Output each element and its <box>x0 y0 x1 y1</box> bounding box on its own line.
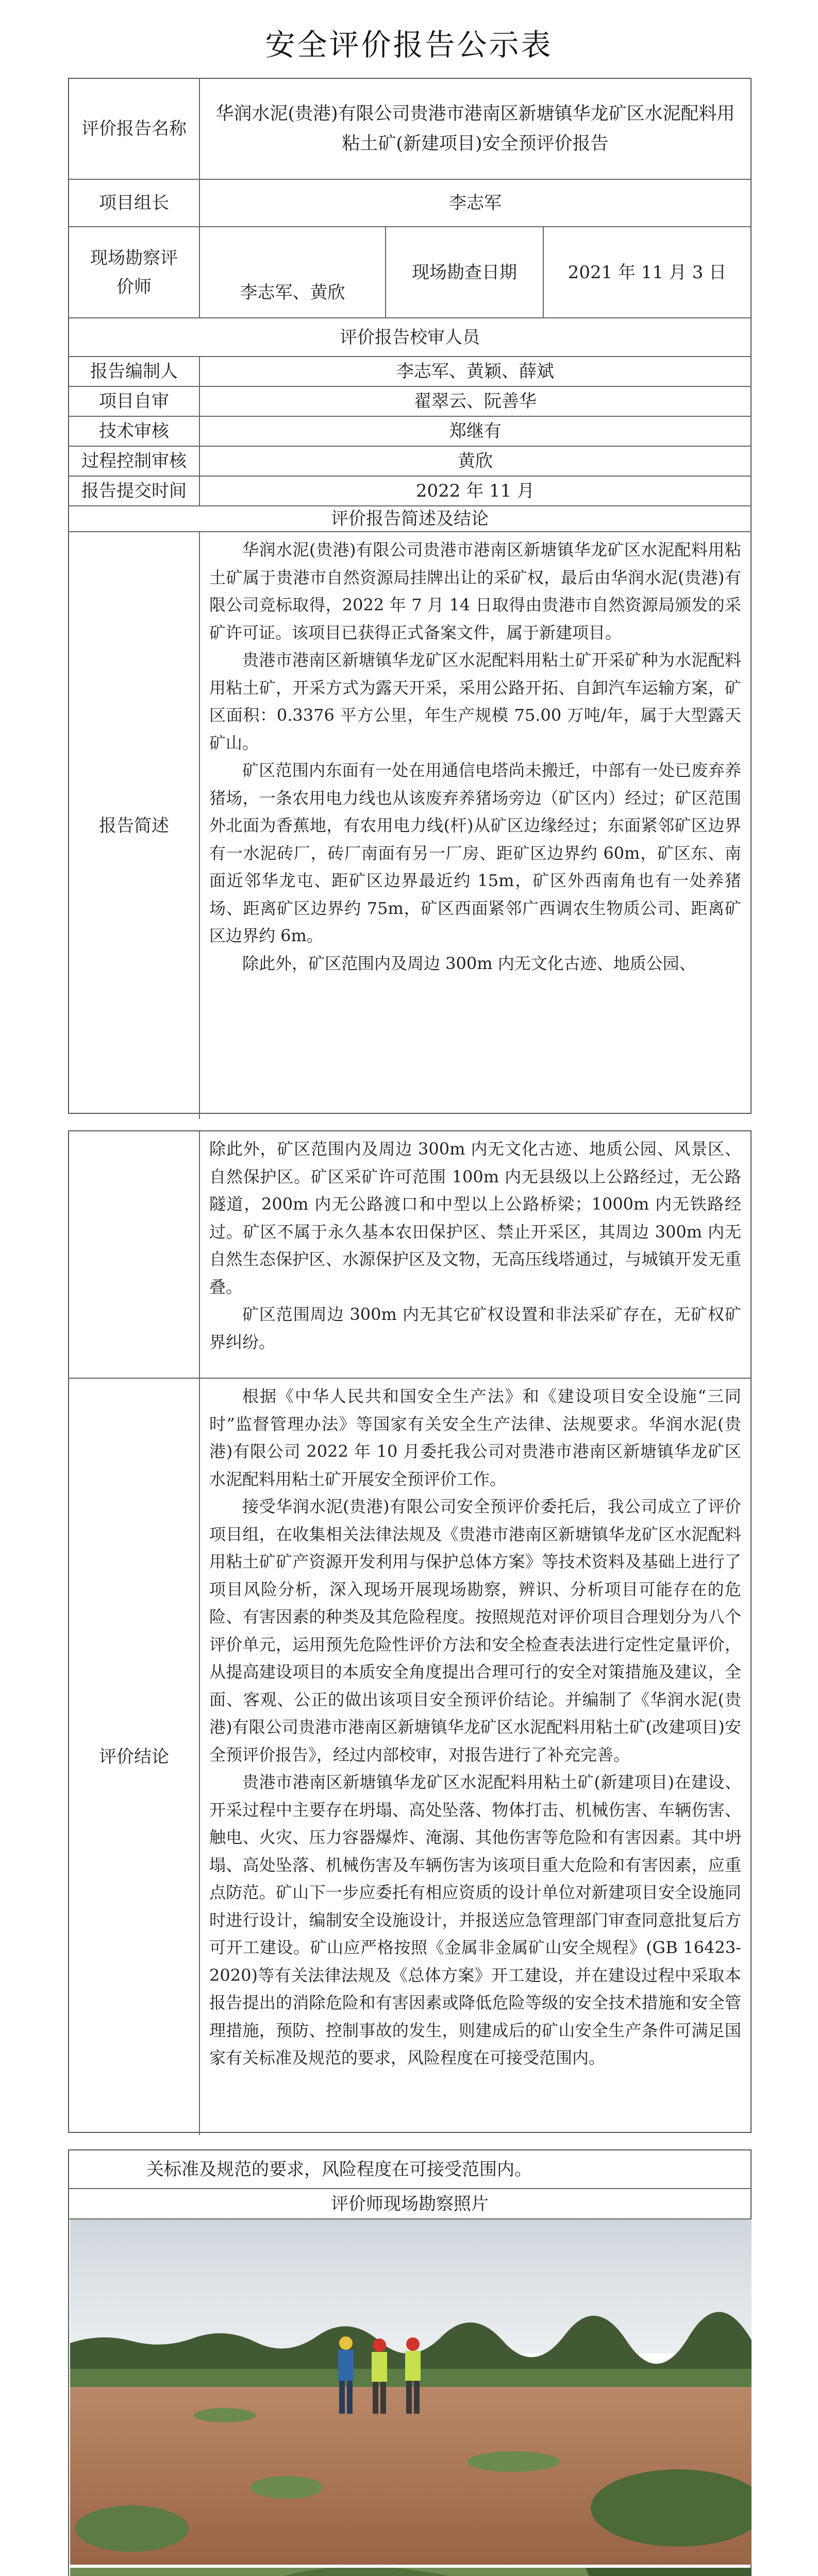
summary-paragraph-7: 接受华润水泥(贵港)有限公司安全预评价委托后，我公司成立了评价项目组，在收集相关法律法规及《贵港市港南区新塘镇华龙矿区水泥配料用粘土矿矿产资源开发利用与保护总体方案》等技术资料及基础上进行了项目风险分析，深入现场开展现场勘察，辨识、分析项目可能存在的危险、有害因素的种类及其危险程度。按照规范对评价项目合理划分为八个评价单元，运用预先危险性评价方法和安全检查表法进行定性定量评价，从提高建设项目的本质安全角度提出合理可行的安全对策措施及建议，全面、客观、公正的做出该项目安全预评价结论。并编制了《华润水泥(贵港)有限公司贵港市港南区新塘镇华龙矿区水泥配料用粘土矿(改建项目)安全预评价报告》，经过内部校审，对报告进行了补充完善。 <box>209 1497 741 1765</box>
summary-paragraph-1: 华润水泥(贵港)有限公司贵港市港南区新塘镇华龙矿区水泥配料用粘土矿属于贵港市自然资源局挂牌出让的采矿权，最后由华润水泥(贵港)有限公司竞标取得，2022 年 7 月 14 日取得由贵港市自然资源局颁发的采矿许可证。该项目已获得正式备案文件，属于新建项目。 <box>209 540 741 642</box>
submit-value: 2022 年 11 月 <box>415 481 535 501</box>
info-table-block-2 <box>68 1130 752 2133</box>
site-photo-aerial-image <box>70 2568 752 2576</box>
tech-row <box>69 417 750 447</box>
selfcheck-value: 翟翠云、阮善华 <box>414 391 537 412</box>
summary-label: 报告简述 <box>69 532 200 1119</box>
inspection-row <box>69 227 750 318</box>
submit-label: 报告提交时间 <box>69 477 200 505</box>
inspectors-value: 李志军、黄欣 <box>200 227 386 317</box>
report-name-row <box>69 79 750 180</box>
summary-continued-row <box>69 1131 750 1379</box>
summary-header: 评价报告简述及结论 <box>331 509 489 529</box>
leader-value: 李志军 <box>449 193 502 213</box>
tech-value: 郑继有 <box>449 421 502 442</box>
inspection-date-value: 2021 年 11 月 3 日 <box>567 262 727 283</box>
photos-text-row <box>69 2150 750 2188</box>
site-photo-ground <box>70 2219 752 2565</box>
summary-paragraph-5: 矿区范围周边 300m 内无其它矿权设置和非法采矿存在，无矿权矿界纠纷。 <box>209 1304 741 1352</box>
summary-continued-label <box>69 1131 200 1378</box>
conclusion-paragraph-1: 贵港市港南区新塘镇华龙矿区水泥配料用粘土矿(新建项目)在建设、开采过程中主要存在坍塌、高处坠落、物体打击、机械伤害、车辆伤害、触电、火灾、压力容器爆炸、淹溺、其他伤害等危险和有害因素。其中坍塌、高处坠落、机械伤害及车辆伤害为该项目重大危险和有害因素，应重点防范。矿山下一步应委托有相应资质的设计单位对新建项目安全设施同时进行设计，编制安全设施设计，并报送应急管理部门审查同意批复后方可开工建设。矿山应严格按照《金属非金属矿山安全规程》(GB 16423-2020)等有关法律法规及《总体方案》开工建设，并在建设过程中采取本报告提出的消除危险和有害因素或降低危险等级的安全技术措施和安全管理措施，预防、控制事故的发生，则建成后的矿山安全生产条件可满足国家有关标准及规范的要求，风险程度在可接受范围内。 <box>209 1772 741 2067</box>
photos-header: 评价师现场勘察照片 <box>331 2193 489 2214</box>
process-label: 过程控制审核 <box>69 447 200 476</box>
conclusion-tail: 关标准及规范的要求，风险程度在可接受范围内。 <box>146 2159 532 2180</box>
summary-paragraph-6: 根据《中华人民共和国安全生产法》和《建设项目安全设施“三同时”监督管理办法》等国家有关安全生产法律、法规要求。华润水泥(贵港)有限公司 2022 年 10 月委托我公司对贵港市港南区新塘镇华龙矿区水泥配料用粘土矿开展安全预评价工作。 <box>209 1386 741 1489</box>
submit-row <box>69 477 750 506</box>
inspector-label: 现场勘察评价师 <box>69 227 200 317</box>
summary-header-row <box>69 506 750 532</box>
tech-label: 技术审核 <box>69 417 200 446</box>
leader-label: 项目组长 <box>69 180 200 226</box>
summary-paragraph-2: 贵港市港南区新塘镇华龙矿区水泥配料用粘土矿开采矿种为水泥配料用粘土矿，开采方式为露天开采，采用公路开拓、自卸汽车运输方案，矿区面积：0.3376 平方公里，年生产规模 75.00 万吨/年，属于大型露天矿山。 <box>209 650 741 753</box>
selfcheck-row <box>69 387 750 417</box>
compiler-row <box>69 357 750 387</box>
conclusion-row <box>69 1379 750 2135</box>
report-name-label: 评价报告名称 <box>69 79 200 179</box>
summary-continued-text <box>200 1131 750 1378</box>
site-photo-ground-image <box>70 2219 752 2565</box>
inspection-date-label: 现场勘查日期 <box>386 227 544 317</box>
selfcheck-label: 项目自审 <box>69 387 200 416</box>
page-title: 安全评价报告公示表 <box>265 27 553 62</box>
summary-paragraph-4a: 除此外，矿区范围内及周边 300m 内无文化古迹、地质公园、 <box>242 953 696 973</box>
conclusion-label: 评价结论 <box>69 1379 200 2135</box>
site-photo-aerial <box>70 2568 752 2576</box>
compiler-label: 报告编制人 <box>69 357 200 386</box>
compiler-value: 李志军、黄颖、薛斌 <box>396 361 554 382</box>
report-name-value: 华润水泥(贵港)有限公司贵港市港南区新塘镇华龙矿区水泥配料用粘土矿(新建项目)安全预评价报告 <box>215 104 735 154</box>
summary-paragraph-4: 除此外，矿区范围内及周边 300m 内无文化古迹、地质公园、风景区、自然保护区。矿区采矿许可范围 100m 内无县级以上公路经过，无公路隧道，200m 内无公路渡口和中型以上公路桥梁；1000m 内无铁路经过。矿区不属于永久基本农田保护区、禁止开采区，其周边 300m 内无自然生态保护区、水源保护区及文物，无高压线塔通过，与城镇开发无重叠。 <box>209 1139 741 1297</box>
staff-header: 评价报告校审人员 <box>340 327 480 348</box>
photos-header-row <box>69 2188 750 2219</box>
summary-text <box>200 532 750 1119</box>
info-table-block-1 <box>68 78 752 1114</box>
leader-row <box>69 180 750 227</box>
summary-paragraph-3: 矿区范围内东面有一处在用通信电塔尚未搬迁，中部有一处已废弃养猪场，一条农用电力线也从该废弃养猪场旁边（矿区内）经过；矿区范围外北面为香蕉地，有农用电力线(杆)从矿区边缘经过；东面紧邻矿区边界有一水泥砖厂，砖厂南面有另一厂房、距矿区边界约 60m，矿区东、南面近邻华龙屯、距矿区边界最近约 15m，矿区外西南角也有一处养猪场、距离矿区边界约 75m，矿区西面紧邻广西调农生物质公司、距离矿区边界约 6m。 <box>209 760 741 945</box>
process-value: 黄欣 <box>458 451 493 471</box>
conclusion-text <box>200 1379 750 2135</box>
photo-block <box>68 2149 752 2576</box>
staff-header-row <box>69 318 750 357</box>
process-row <box>69 447 750 477</box>
summary-row <box>69 532 750 1119</box>
